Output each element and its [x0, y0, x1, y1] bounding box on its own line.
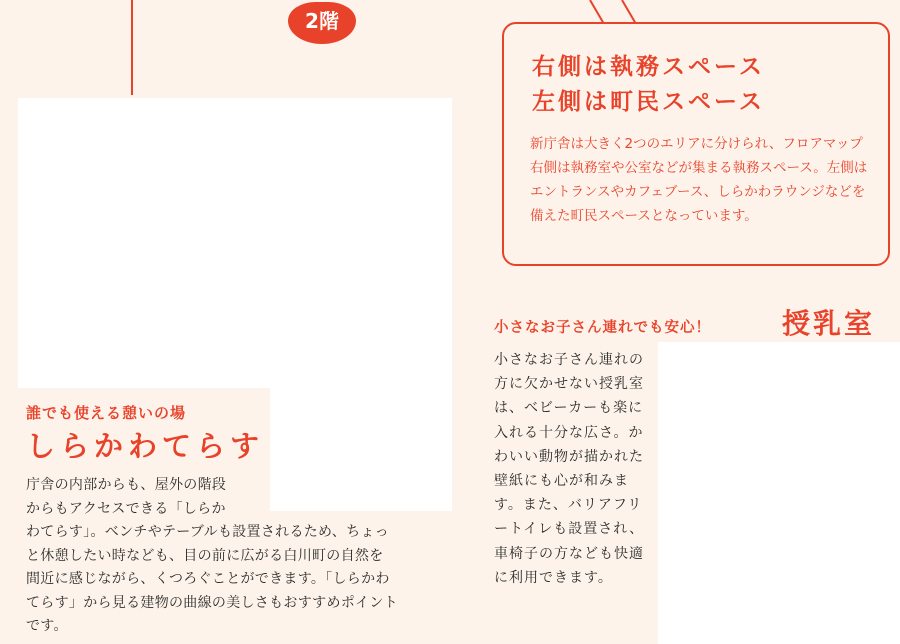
terrace-subtitle: 誰でも使える憩いの場 [26, 404, 187, 422]
callout-title-line2: 左側は町民スペース [532, 89, 765, 115]
terrace-body: 庁舎の内部からも、屋外の階段 からもアクセスできる「しらか わてらす」。ベンチやテーブルも設置されるため、ちょっ と休憩したい時なども、目の前に広がる白川町の自然を 間近に感じながら、くつろぐことができます。「しらかわ てらす」から見る建物の曲線の美しさもおすすめポイント です。 [26, 477, 398, 634]
callout-title [532, 50, 765, 120]
terrace-title: しらかわてらす [26, 429, 265, 463]
terrace-photo [18, 98, 452, 388]
nursing-room-body: 小さなお子さん連れの方に欠かせない授乳室は、ベビーカーも楽に入れる十分な広さ。かわいい動物が描かれた壁紙にも心が和みます。また、バリアフリートイレも設置され、車椅子の方なども快適に利用できます。 [494, 352, 645, 586]
nursing-room-title: 授乳室 [782, 307, 876, 340]
nursing-room-subtitle: 小さなお子さん連れでも安心！ [494, 320, 711, 336]
callout-body: 新庁舎は大きく2つのエリアに分けられ、フロアマップ右側は執務室や公室などが集まる執務スペース。左側はエントランスやカフェブース、しらかわラウンジなどを備えた町民スペースとなっています。 [530, 136, 868, 224]
nursing-room-photo [658, 342, 900, 644]
callout-title-line1: 右側は執務スペース [532, 54, 765, 80]
callout-tail [588, 0, 638, 24]
area-callout-box [502, 22, 890, 266]
floor-map-leader-line [131, 0, 133, 95]
floor-badge: 2階 [288, 2, 356, 44]
